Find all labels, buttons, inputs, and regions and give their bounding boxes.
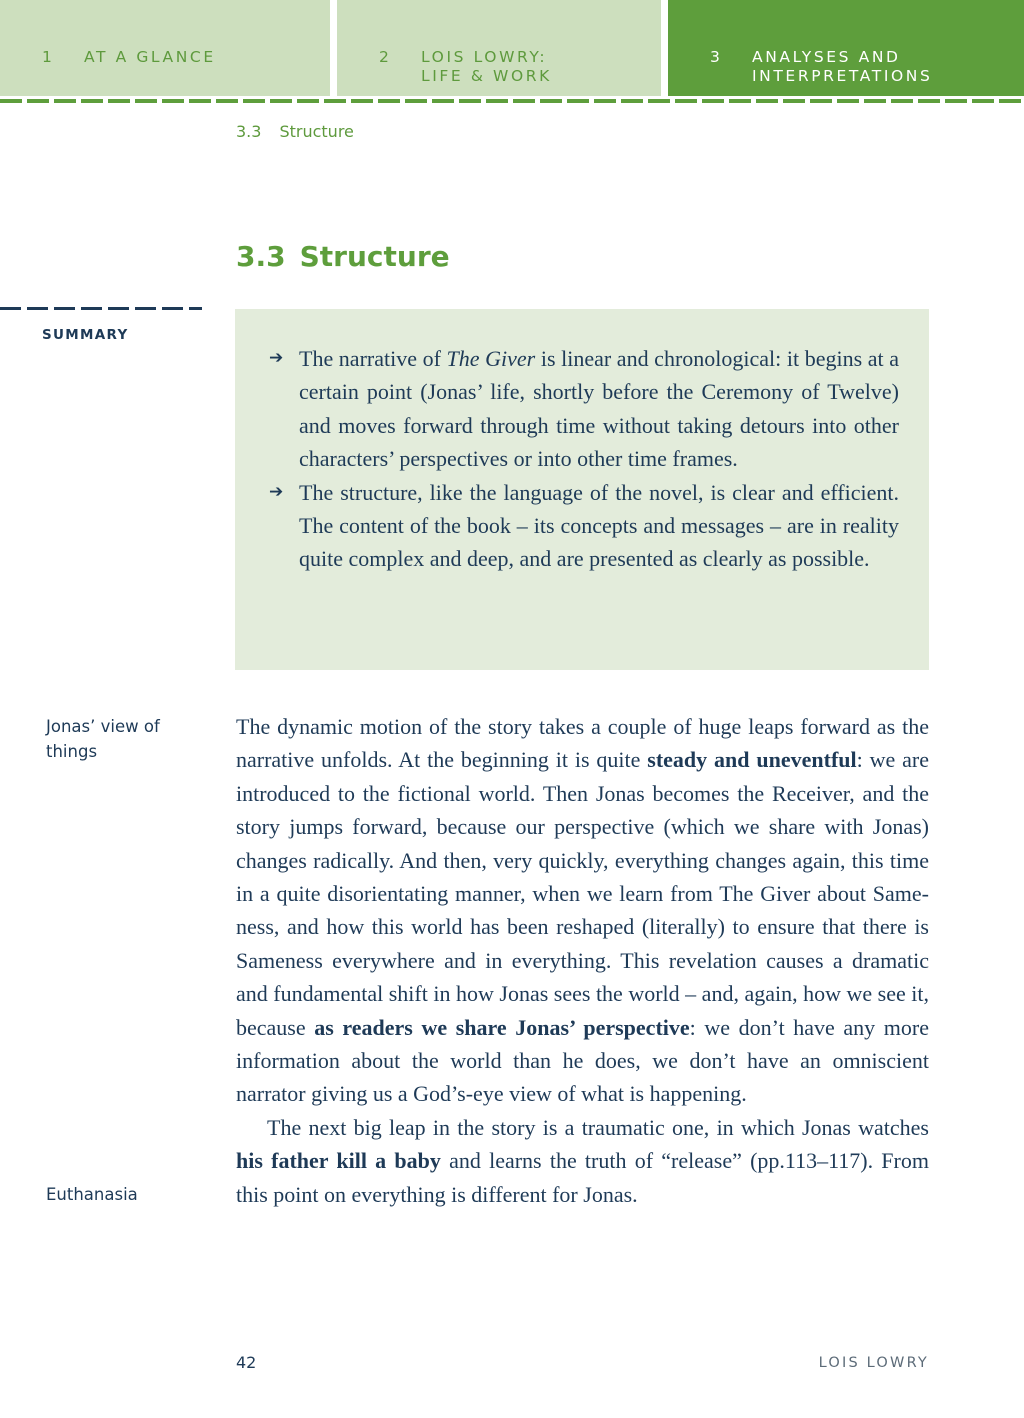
chapter-tabs — [0, 0, 1024, 96]
tab-number: 3 — [710, 48, 723, 66]
emphasis: steady and uneventful — [647, 747, 857, 773]
paragraph: The dynamic motion of the story takes a couple of huge leaps forward as the narrative unfolds. At the beginning it is quite steady and uneventful: we are introduced to the fictional world. Then Jonas becomes the Receiver, and the story jumps forward, because our perspective (which we share with Jonas) changes radically. And then, very quickly, everything changes again, this time in a quite disorientating manner, when we learn from The Giver about Sameness, and how this world has been reshaped (literally) to ensure that there is Sameness everywhere and in everything. This revelation causes a dramatic and fundamental shift in how Jonas sees the world – and, again, how we see it, because as readers we share Jonas’ perspective: we don’t have any more information about the world than he does, we don’t have an omniscient narrator giving us a God’s-eye view of what is happening. — [236, 714, 930, 1107]
margin-note-jonas-view: Jonas’ view of things — [46, 717, 160, 761]
running-head-number: 3.3 — [236, 122, 262, 141]
footer-author: LOIS LOWRY — [818, 1355, 929, 1371]
summary-box — [235, 309, 929, 670]
tab-analyses-interpretations[interactable] — [668, 0, 1024, 96]
tab-label: AT A GLANCE — [84, 48, 216, 66]
paragraph: The next big leap in the story is a traumatic one, in which Jonas watches his father kill a baby and learns the truth of “release” (pp.113–117). From this point on everything is different for Jonas. — [236, 1114, 929, 1207]
header-dashed-rule — [0, 99, 1024, 103]
running-head — [236, 122, 354, 141]
summary-bullet-text: The narrative of The Giver is linear and chronological: it begins at a certain point (Jonas’ life, shortly before the Ceremony of Twelve) and moves forward through time without taking detours into other characters’ perspectives or into other time frames. — [299, 346, 899, 472]
summary-label: SUMMARY — [42, 327, 129, 343]
tab-number: 2 — [379, 48, 392, 66]
section-title-text: Structure — [299, 240, 450, 273]
summary-bullet-text: The structure, like the language of the novel, is clear and efficient. The content of the book – its concepts and messages – are in reality quite complex and deep, and are presented as clearly as possible. — [299, 479, 899, 572]
arrow-right-icon: ➔ — [269, 481, 284, 502]
emphasis: as readers we share Jonas’ perspective — [314, 1014, 690, 1040]
tab-label: LOIS LOWRY: LIFE & WORK — [421, 48, 552, 85]
page-number: 42 — [236, 1353, 257, 1372]
margin-note-euthanasia: Euthanasia — [46, 1185, 138, 1204]
tab-label: ANALYSES AND INTERPRETATIONS — [752, 48, 933, 85]
section-title — [236, 240, 450, 273]
tab-lois-lowry-life-work[interactable] — [337, 0, 661, 96]
tab-at-a-glance[interactable] — [0, 0, 330, 96]
body-text — [236, 710, 929, 1211]
tab-number: 1 — [42, 48, 55, 66]
section-number: 3.3 — [236, 240, 286, 273]
arrow-right-icon: ➔ — [269, 348, 284, 368]
book-title-italic: The Giver — [446, 346, 536, 371]
running-head-title: Structure — [279, 122, 354, 141]
summary-dashed-rule — [0, 307, 202, 310]
summary-bullet — [269, 476, 899, 576]
summary-bullet — [269, 342, 899, 476]
emphasis: his father kill a baby — [236, 1148, 441, 1174]
